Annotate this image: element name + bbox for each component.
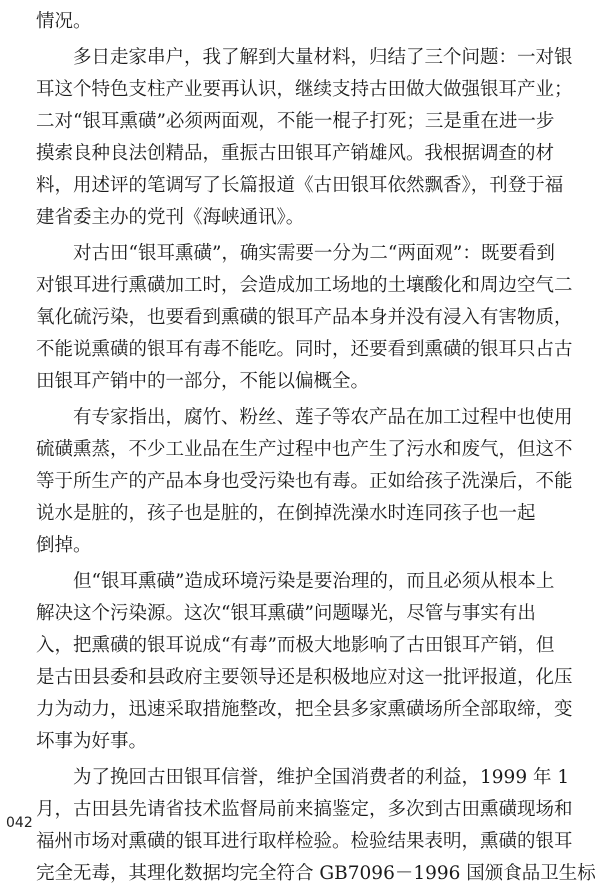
text-line: 是古田县委和县政府主要领导还是积极地应对这一批评报道，化压 — [36, 667, 573, 688]
text-line: 二对“银耳熏磺”必须两面观，不能一棍子打死；三是重在进一步 — [36, 111, 555, 132]
text-line: 解决这个污染源。这次“银耳熏磺”问题曝光，尽管与事实有出 — [36, 603, 536, 624]
text-line: 对银耳进行熏磺加工时，会造成加工场地的土壤酸化和周边空气二 — [36, 275, 573, 296]
text-line: 建省委主办的党刊《海峡通讯》。 — [36, 207, 305, 228]
paragraph-6 — [36, 762, 596, 890]
text-line: 耳这个特色支柱产业要再认识，继续支持古田做大做强银耳产业； — [36, 79, 573, 100]
text-line: 等于所生产的产品本身也受污染也有毒。正如给孩子洗澡后，不能 — [36, 471, 573, 492]
paragraph-4 — [36, 402, 576, 562]
text-line: 情况。 — [36, 11, 92, 32]
paragraph-2 — [36, 42, 576, 234]
paragraph-1 — [36, 6, 576, 38]
text-line: 月，古田县先请省技术监督局前来搞鉴定，多次到古田熏磺现场和 — [36, 799, 573, 820]
text-line: 力为动力，迅速采取措施整改，把全县多家熏磺场所全部取缔，变 — [36, 699, 573, 720]
text-line: 摸索良种良法创精品，重振古田银耳产销雄风。我根据调查的材 — [36, 143, 555, 164]
text-line: 田银耳产销中的一部分，不能以偏概全。 — [36, 371, 370, 392]
text-line: 福州市场对熏磺的银耳进行取样检验。检验结果表明，熏磺的银耳 — [36, 831, 573, 852]
paragraph-5 — [36, 566, 576, 758]
text-line: 完全无毒，其理化数据均完全符合 GB7096－1996 国颁食品卫生标 — [36, 863, 596, 884]
text-line: 对古田“银耳熏磺”，确实需要一分为二“两面观”：既要看到 — [36, 243, 555, 264]
text-line: 氧化硫污染，也要看到熏磺的银耳产品本身并没有浸入有害物质， — [36, 307, 573, 328]
text-line: 入，把熏磺的银耳说成“有毒”而极大地影响了古田银耳产销，但 — [36, 635, 555, 656]
text-line: 但“银耳熏磺”造成环境污染是要治理的，而且必须从根本上 — [36, 571, 555, 592]
text-line: 多日走家串户，我了解到大量材料，归结了三个问题：一对银 — [36, 47, 573, 68]
text-line: 说水是脏的，孩子也是脏的，在倒掉洗澡水时连同孩子也一起 — [36, 503, 536, 524]
text-line: 硫磺熏蒸，不少工业品在生产过程中也产生了污水和废气，但这不 — [36, 439, 573, 460]
document-body — [36, 6, 596, 890]
text-line: 倒掉。 — [36, 535, 92, 556]
text-line: 为了挽回古田银耳信誉，维护全国消费者的利益，1999 年 1 — [36, 767, 570, 788]
text-line: 坏事为好事。 — [36, 731, 148, 752]
page-number: 042 — [6, 815, 33, 831]
text-line: 料，用述评的笔调写了长篇报道《古田银耳依然飘香》，刊登于福 — [36, 175, 564, 196]
text-line: 有专家指出，腐竹、粉丝、莲子等农产品在加工过程中也使用 — [36, 407, 573, 428]
text-line: 不能说熏磺的银耳有毒不能吃。同时，还要看到熏磺的银耳只占古 — [36, 339, 573, 360]
paragraph-3 — [36, 238, 576, 398]
